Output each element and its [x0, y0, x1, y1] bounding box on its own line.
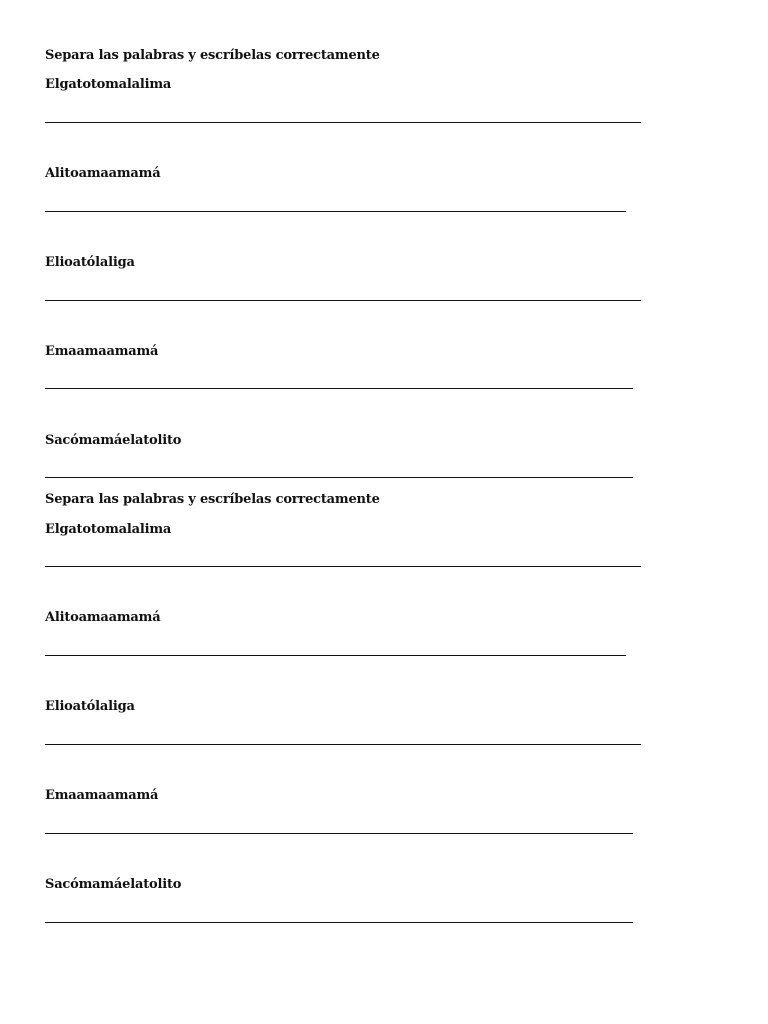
scrambled-word: Elgatotomalalima — [45, 77, 172, 92]
scrambled-word: Emaamaamamá — [45, 788, 159, 803]
answer-line[interactable] — [45, 388, 633, 389]
answer-line[interactable] — [45, 744, 641, 745]
scrambled-word: Emaamaamamá — [45, 344, 159, 359]
scrambled-word: Sacómamáelatolito — [45, 433, 182, 448]
scrambled-word: Elgatotomalalima — [45, 522, 172, 537]
instruction-text: Separa las palabras y escríbelas correctamente — [45, 48, 380, 63]
scrambled-word: Elioatólaliga — [45, 255, 135, 270]
answer-line[interactable] — [45, 477, 633, 478]
scrambled-word: Sacómamáelatolito — [45, 877, 182, 892]
scrambled-word: Alitoamaamamá — [45, 610, 161, 625]
answer-line[interactable] — [45, 122, 641, 123]
answer-line[interactable] — [45, 300, 641, 301]
instruction-text: Separa las palabras y escríbelas correctamente — [45, 492, 380, 507]
answer-line[interactable] — [45, 655, 626, 656]
answer-line[interactable] — [45, 211, 626, 212]
scrambled-word: Alitoamaamamá — [45, 166, 161, 181]
answer-line[interactable] — [45, 922, 633, 923]
answer-line[interactable] — [45, 833, 633, 834]
scrambled-word: Elioatólaliga — [45, 699, 135, 714]
answer-line[interactable] — [45, 566, 641, 567]
